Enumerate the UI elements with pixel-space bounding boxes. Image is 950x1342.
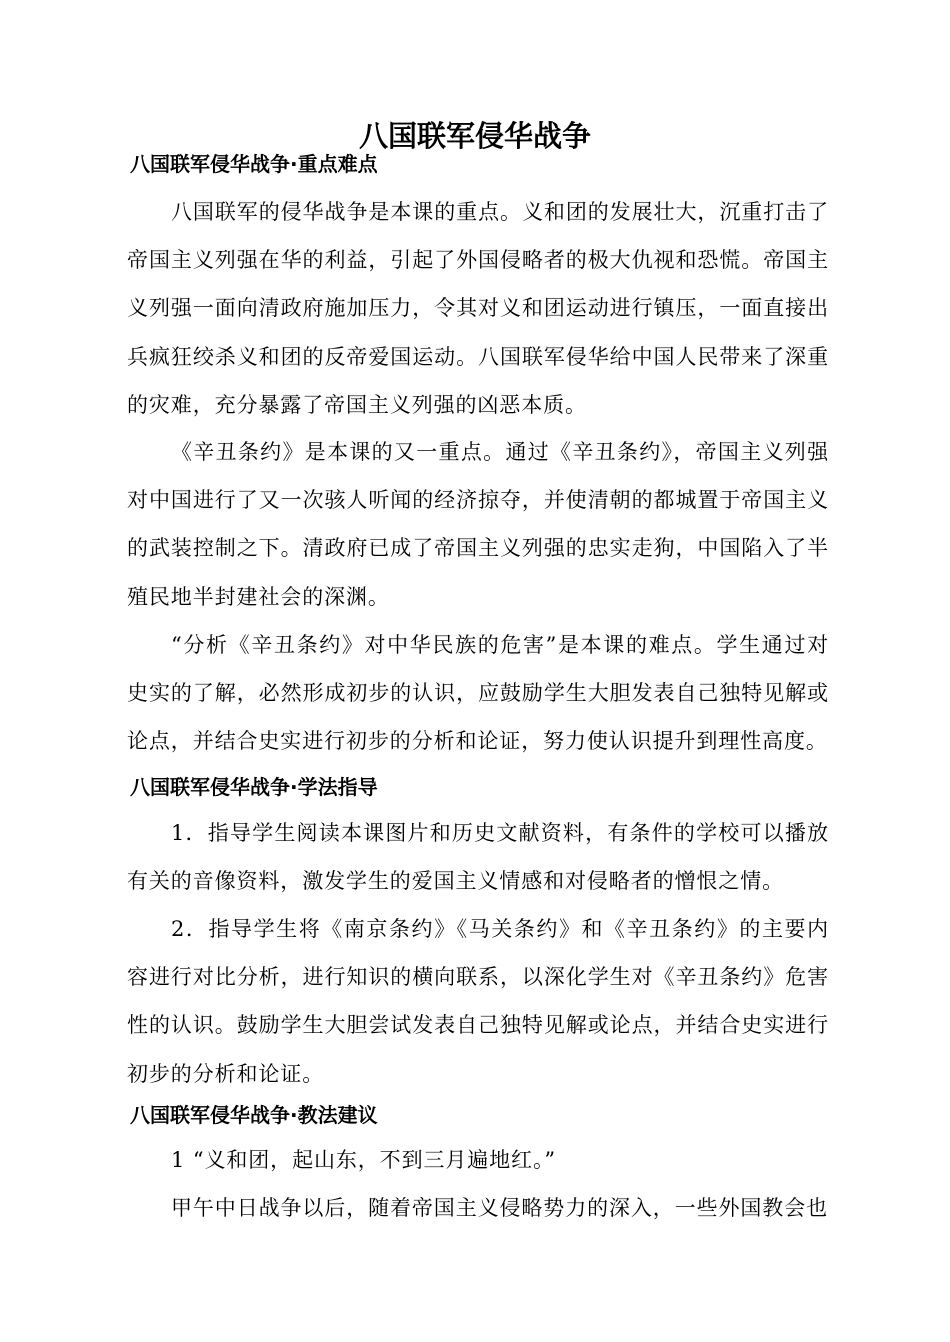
section-heading-study-method: 八国联军侵华战争·学法指导 bbox=[130, 775, 378, 799]
paragraph-key-points-2: 《辛丑条约》是本课的又一重点。通过《辛丑条约》，帝国主义列强对中国进行了又一次骇人听闻的经济掠夺，并使清朝的都城置于帝国主义的武装控制之下。清政府已成了帝国主义列强的忠实走狗，中国陷入了半殖民地半封建社会的深渊。 bbox=[127, 440, 829, 609]
section-heading-teaching-suggestions: 八国联军侵华战争·教法建议 bbox=[130, 1103, 378, 1127]
paragraph-key-points-1: 八国联军的侵华战争是本课的重点。义和团的发展壮大，沉重打击了帝国主义列强在华的利益，引起了外国侵略者的极大仇视和恐慌。帝国主义列强一面向清政府施加压力，令其对义和团运动进行镇压，一面直接出兵疯狂绞杀义和团的反帝爱国运动。八国联军侵华给中国人民带来了深重的灾难，充分暴露了帝国主义列强的凶恶本质。 bbox=[127, 200, 829, 417]
paragraph-study-method-2: 2．指导学生将《南京条约》《马关条约》和《辛丑条约》的主要内容进行对比分析，进行知识的横向联系，以深化学生对《辛丑条约》危害性的认识。鼓励学生大胆尝试发表自己独特见解或论点，并结合史实进行初步的分析和论证。 bbox=[127, 917, 829, 1086]
paragraph-study-method-1: 1．指导学生阅读本课图片和历史文献资料，有条件的学校可以播放有关的音像资料，激发学生的爱国主义情感和对侵略者的憎恨之情。 bbox=[127, 821, 829, 894]
paragraph-teaching-suggestions-1: 1 “义和团，起山东，不到三月遍地红。” bbox=[171, 1148, 557, 1172]
paragraph-key-points-3: “分析《辛丑条约》对中华民族的危害”是本课的难点。学生通过对史实的了解，必然形成初步的认识，应鼓励学生大胆发表自己独特见解或论点，并结合史实进行初步的分析和论证，努力使认识提升到理性高度。 bbox=[127, 633, 829, 754]
section-heading-key-points: 八国联军侵华战争·重点难点 bbox=[130, 152, 378, 176]
paragraph-teaching-suggestions-2: 甲午中日战争以后，随着帝国主义侵略势力的深入，一些外国教会也 bbox=[171, 1196, 828, 1220]
document-title: 八国联军侵华战争 bbox=[358, 119, 591, 153]
